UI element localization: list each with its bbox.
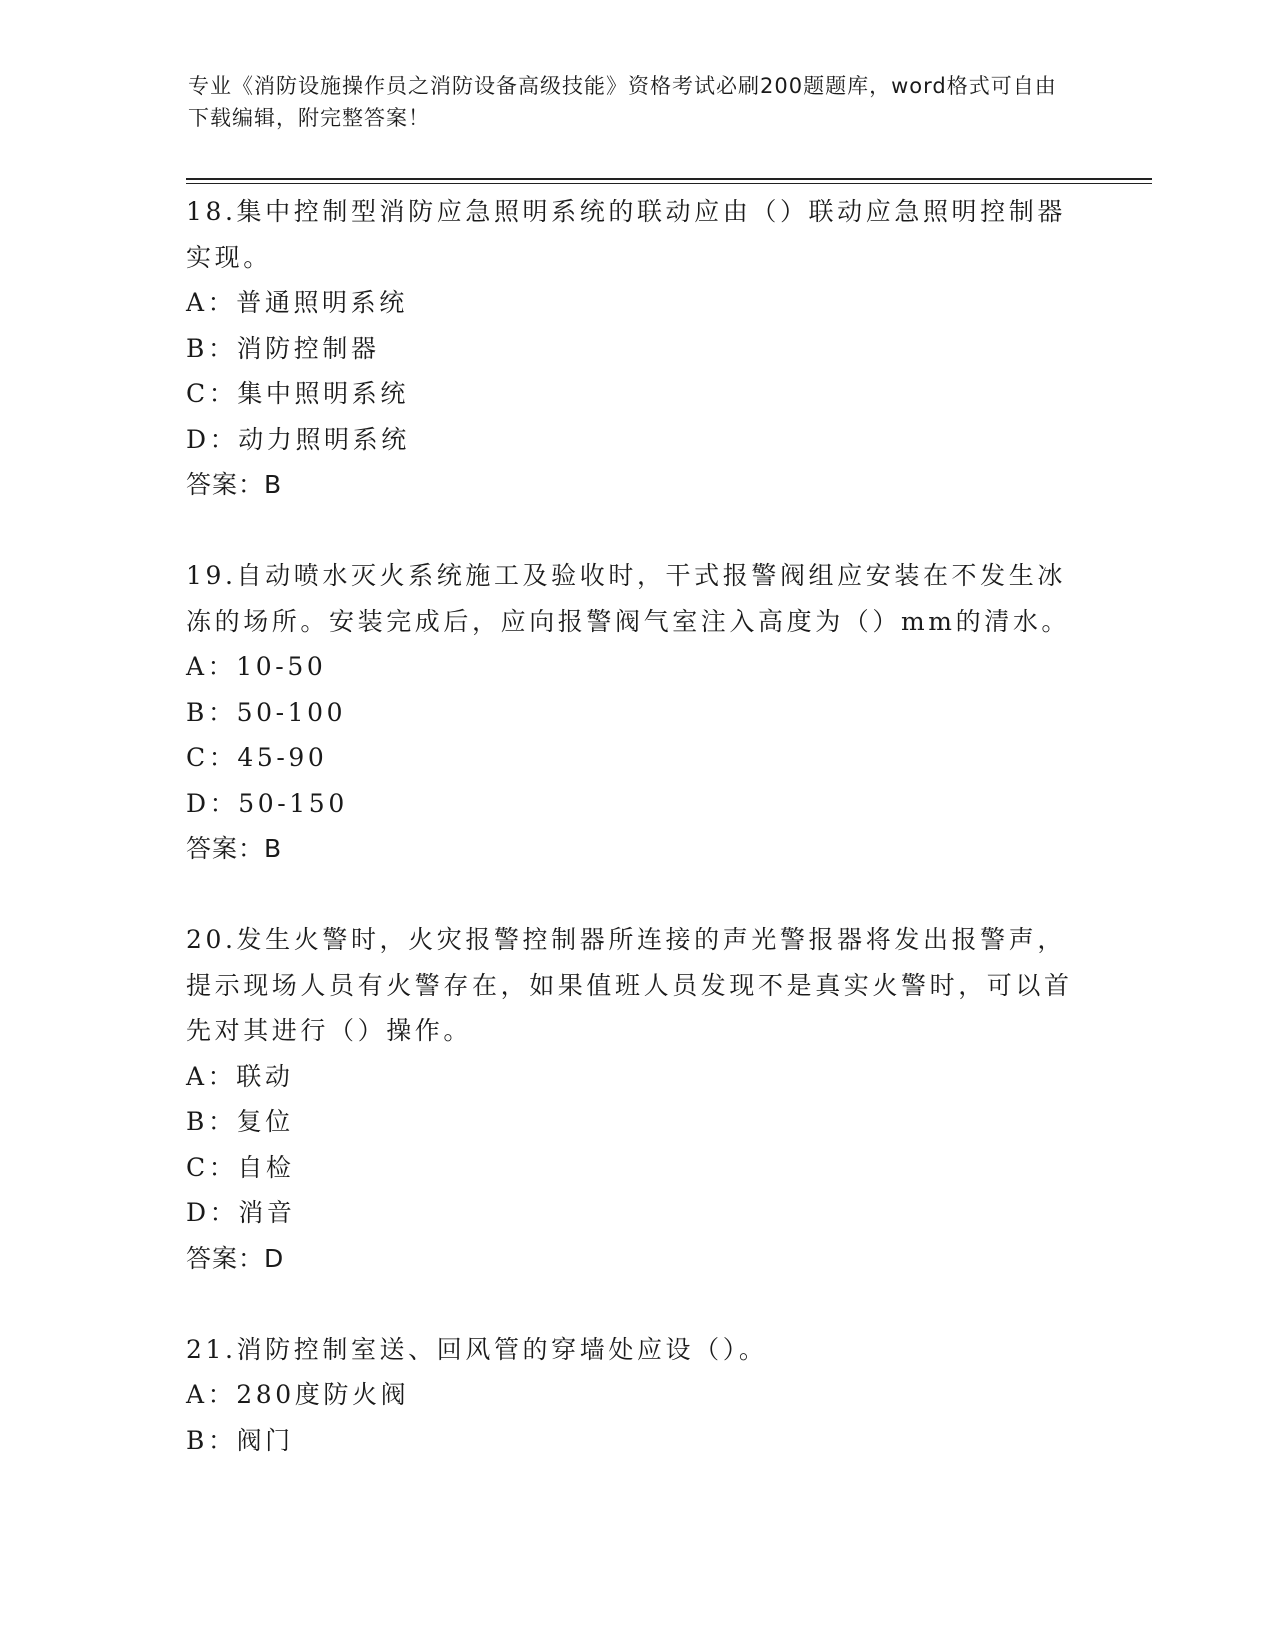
question-list bbox=[186, 189, 1086, 1463]
option-b: B：阀门 bbox=[186, 1425, 294, 1455]
spacer bbox=[186, 508, 1086, 554]
option-a: A：联动 bbox=[186, 1061, 294, 1091]
option-d: D：50-150 bbox=[186, 788, 348, 818]
question-19 bbox=[186, 553, 1086, 872]
spacer bbox=[186, 872, 1086, 918]
option-c: C：45-90 bbox=[186, 743, 328, 772]
option-d: D：动力照明系统 bbox=[186, 424, 410, 454]
option-b: B：消防控制器 bbox=[186, 333, 380, 363]
answer-line: 答案：D bbox=[186, 1243, 285, 1273]
option-a: A：280度防火阀 bbox=[186, 1380, 410, 1409]
header-divider-thin bbox=[186, 183, 1152, 184]
question-stem: 19.自动喷水灭火系统施工及验收时，干式报警阀组应安装在不发生冰冻的场所。安装完成后，应向报警阀气室注入高度为（）mm的清水。 bbox=[186, 561, 1071, 636]
question-21 bbox=[186, 1327, 1086, 1464]
option-c: C：集中照明系统 bbox=[186, 379, 409, 408]
option-c: C：自检 bbox=[186, 1152, 295, 1182]
spacer bbox=[186, 1281, 1086, 1327]
option-b: B：50-100 bbox=[186, 697, 347, 727]
answer-line: 答案：B bbox=[186, 470, 283, 499]
question-18 bbox=[186, 189, 1086, 508]
option-b: B：复位 bbox=[186, 1107, 294, 1136]
document-header: 专业《消防设施操作员之消防设备高级技能》资格考试必刷200题题库，word格式可自由下载编辑，附完整答案！ bbox=[188, 74, 1057, 130]
option-d: D：消音 bbox=[186, 1198, 296, 1227]
option-a: A：普通照明系统 bbox=[186, 288, 408, 317]
question-20 bbox=[186, 917, 1086, 1281]
question-stem: 18.集中控制型消防应急照明系统的联动应由（）联动应急照明控制器实现。 bbox=[186, 197, 1066, 272]
header-divider-thick bbox=[186, 178, 1152, 180]
option-a: A：10-50 bbox=[186, 652, 327, 681]
question-stem: 21.消防控制室送、回风管的穿墙处应设（）。 bbox=[186, 1334, 768, 1364]
question-stem: 20.发生火警时，火灾报警控制器所连接的声光警报器将发出报警声，提示现场人员有火警存在，如果值班人员发现不是真实火警时，可以首先对其进行（）操作。 bbox=[186, 925, 1073, 1045]
answer-line: 答案：B bbox=[186, 834, 283, 863]
